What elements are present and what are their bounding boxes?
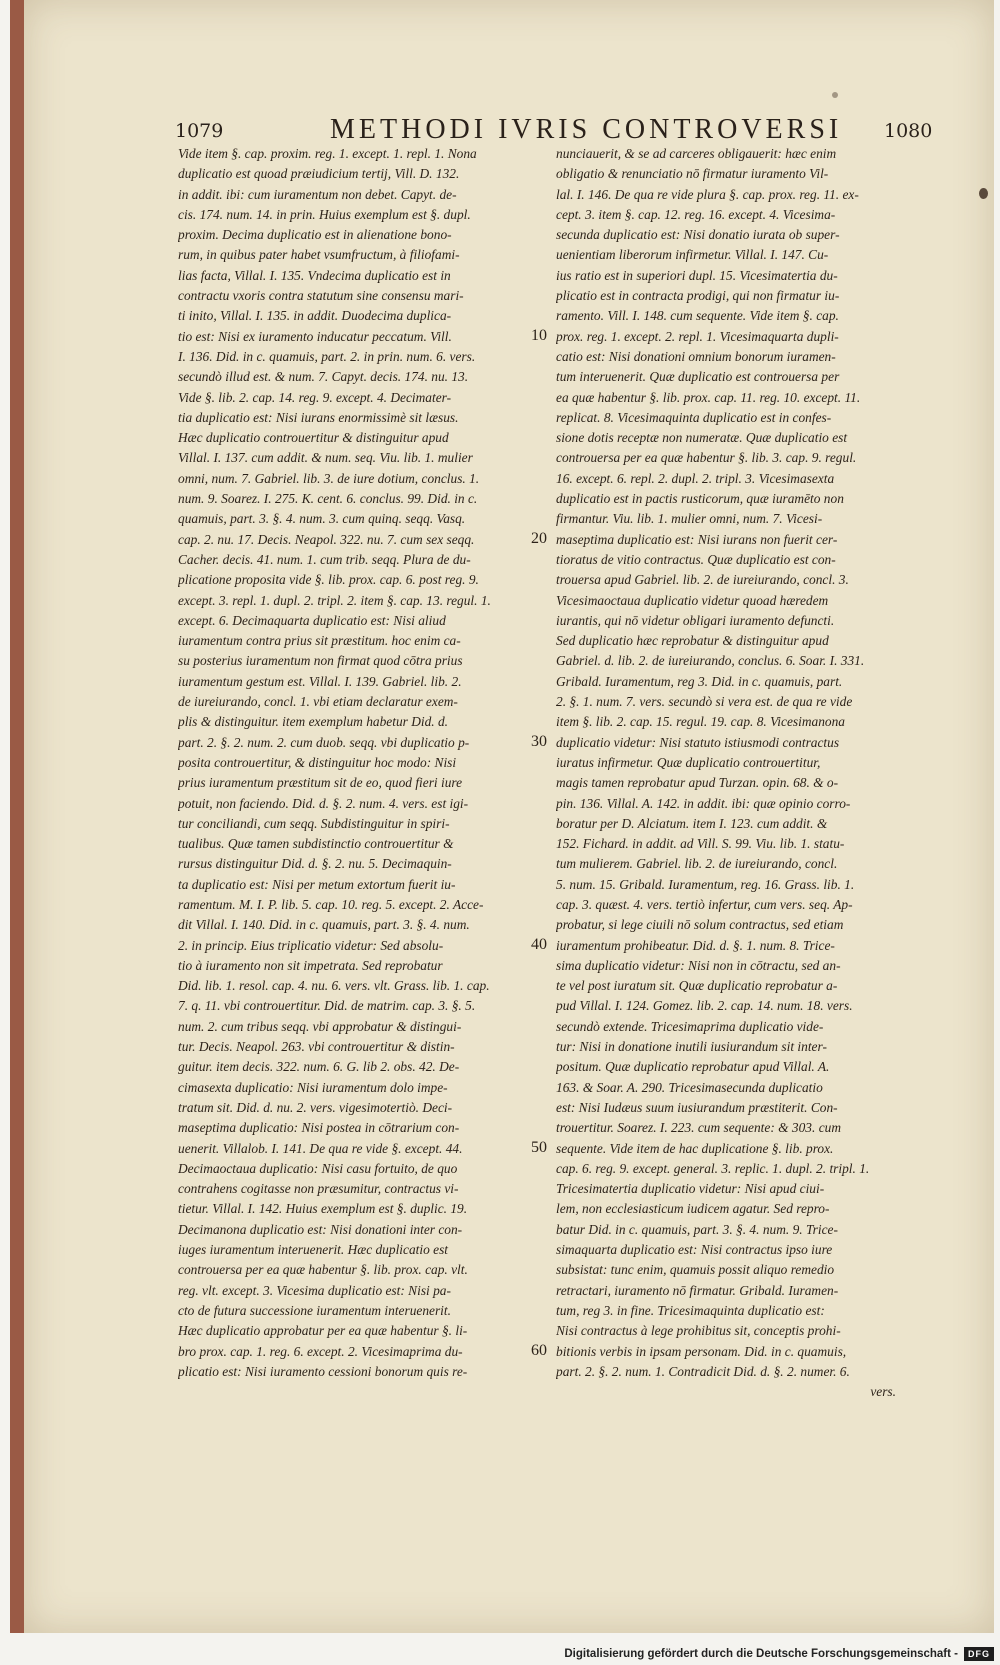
text-line: iuges iuramentum interuenerit. Hæc duplicatio est xyxy=(178,1242,449,1258)
text-line: batur Did. in c. quamuis, part. 3. §. 4. num. 9. Trice- xyxy=(556,1221,838,1237)
text-line: plicatio est in contracta prodigi, qui non firmatur iu- xyxy=(556,288,840,304)
text-line: cept. 3. item §. cap. 12. reg. 16. except. 4. Vicesima- xyxy=(556,206,836,222)
text-line: tia duplicatio est: Nisi iurans enormissimè sit læsus. xyxy=(178,409,459,425)
dfg-logo: DFG xyxy=(964,1647,994,1661)
text-line: est: Nisi Iudæus suum iusiurandum præstiterit. Con- xyxy=(556,1099,838,1115)
text-line: tur. Decis. Neapol. 263. vbi controuertitur & distin- xyxy=(178,1039,455,1055)
ink-spot xyxy=(832,92,838,98)
text-line: duplicatio est in pactis rusticorum, quæ iuramēto non xyxy=(556,491,844,507)
text-line: item §. lib. 2. cap. 15. regul. 19. cap. 8. Vicesimanona xyxy=(556,714,845,730)
text-line: firmantur. Viu. lib. 1. mulier omni, num. 7. Vicesi- xyxy=(556,511,823,527)
text-line: iurantis, qui nō videtur obligari iuramento defuncti. xyxy=(556,612,835,628)
digitization-footer xyxy=(564,1647,994,1661)
text-line: secunda duplicatio est: Nisi donatio iurata ob super- xyxy=(556,227,840,243)
text-line: tur: Nisi in donatione inutili iusiurandum sit inter- xyxy=(556,1039,827,1055)
digitization-credit: Digitalisierung gefördert durch die Deutsche Forschungsgemeinschaft - xyxy=(564,1648,958,1660)
text-line: uenientiam liberorum infirmetur. Villal. I. 147. Cu- xyxy=(556,247,829,263)
text-line: de iureiurando, concl. 1. vbi etiam declaratur exem- xyxy=(178,694,458,710)
text-line: guitur. item decis. 322. num. 6. G. lib 2. obs. 42. De- xyxy=(178,1059,460,1075)
text-line: duplicatio est quoad præiudicium tertij, Vill. D. 132. xyxy=(178,166,460,182)
text-line: ea quæ habentur §. lib. prox. cap. 11. reg. 10. except. 11. xyxy=(556,389,861,405)
text-line: Did. lib. 1. resol. cap. 4. nu. 6. vers. vlt. Grass. lib. 1. cap. xyxy=(178,978,490,994)
text-line: proxim. Decima duplicatio est in alienatione bono- xyxy=(178,227,452,243)
line-number: 60 xyxy=(531,1341,547,1359)
text-line: num. 9. Soarez. I. 275. K. cent. 6. conclus. 99. Did. in c. xyxy=(178,491,478,507)
line-number: 50 xyxy=(531,1138,547,1156)
text-line: except. 6. Decimaquarta duplicatio est: Nisi aliud xyxy=(178,612,446,628)
text-line: Vicesimaoctaua duplicatio videtur quoad hæredem xyxy=(556,592,829,608)
text-line: tio à iuramento non sit impetrata. Sed reprobatur xyxy=(178,957,443,973)
text-line: subsistat: tunc enim, quamuis possit aliquo remedio xyxy=(556,1262,835,1278)
text-line: in addit. ibi: cum iuramentum non debet. Capyt. de- xyxy=(178,186,457,202)
text-line: Cacher. decis. 41. num. 1. cum trib. seqq. Plura de du- xyxy=(178,551,471,567)
text-line: pin. 136. Villal. A. 142. in addit. ibi: quæ opinio corro- xyxy=(556,795,851,811)
text-line: prox. reg. 1. except. 2. repl. 1. Vicesimaquarta dupli- xyxy=(556,328,839,344)
text-line: replicat. 8. Vicesimaquinta duplicatio est in confes- xyxy=(556,409,832,425)
text-line: 2. §. 1. num. 7. vers. secundò si vera est. de qua re vide xyxy=(556,694,853,710)
text-line: omni, num. 7. Gabriel. lib. 3. de iure dotium, conclus. 1. xyxy=(178,470,480,486)
ink-spot xyxy=(979,188,988,199)
text-line: pud Villal. I. 124. Gomez. lib. 2. cap. 14. num. 18. vers. xyxy=(556,998,853,1014)
text-line: rursus distinguitur Did. d. §. 2. nu. 5. Decimaquin- xyxy=(178,856,452,872)
text-line: quamuis, part. 3. §. 4. num. 3. cum quinq. seqq. Vasq. xyxy=(178,511,466,527)
text-line: posita controuertitur, & distinguitur hoc modo: Nisi xyxy=(178,754,457,770)
text-line: except. 3. repl. 1. dupl. 2. tripl. 2. item §. cap. 13. regul. 1. xyxy=(178,592,491,608)
text-line: part. 2. §. 2. num. 1. Contradicit Did. d. §. 2. numer. 6. xyxy=(556,1363,850,1379)
text-line: Hæc duplicatio controuertitur & distinguitur apud xyxy=(178,430,449,446)
text-line: boratur per D. Alciatum. item I. 123. cum addit. & xyxy=(556,815,828,831)
text-line: 163. & Soar. A. 290. Tricesimasecunda duplicatio xyxy=(556,1079,823,1095)
text-line: ius ratio est in superiori dupl. 15. Vicesimatertia du- xyxy=(556,267,838,283)
text-line: cap. 6. reg. 9. except. general. 3. replic. 1. dupl. 2. tripl. 1. xyxy=(556,1160,870,1176)
text-line: secundò extende. Tricesimaprima duplicatio vide- xyxy=(556,1018,824,1034)
text-line: Tricesimatertia duplicatio videtur: Nisi apud ciui- xyxy=(556,1181,825,1197)
text-line: Decimanona duplicatio est: Nisi donationi inter con- xyxy=(178,1221,463,1237)
text-line: trouersa apud Gabriel. lib. 2. de iureiurando, concl. 3. xyxy=(556,572,849,588)
text-line: sione dotis receptæ non numeratæ. Quæ duplicatio est xyxy=(556,430,848,446)
text-line: plis & distinguitur. item exemplum habetur Did. d. xyxy=(178,714,449,730)
text-line: maseptima duplicatio est: Nisi iurans non fuerit cer- xyxy=(556,531,838,547)
text-line: vers. xyxy=(870,1384,896,1400)
text-line: plicatione proposita vide §. lib. prox. cap. 6. post reg. 9. xyxy=(178,572,479,588)
text-line: lal. I. 146. De qua re vide plura §. cap. prox. reg. 11. ex- xyxy=(556,186,859,202)
text-line: cto de futura successione iuramentum interuenerit. xyxy=(178,1302,451,1318)
text-line: Vide item §. cap. proxim. reg. 1. except. 1. repl. 1. Nona xyxy=(178,146,477,161)
text-line: contrahens cogitasse non præsumitur, contractus vi- xyxy=(178,1181,459,1197)
text-line: 5. num. 15. Gribald. Iuramentum, reg. 16. Grass. lib. 1. xyxy=(556,876,855,892)
text-line: controuersa per ea quæ habentur §. lib. 3. cap. 9. regul. xyxy=(556,450,857,466)
text-line: rum, in quibus pater habet vsumfructum, à filiofami- xyxy=(178,247,460,263)
text-line: controuersa per ea quæ habentur §. lib. prox. cap. vlt. xyxy=(178,1262,468,1278)
text-line: tum, reg 3. in fine. Tricesimaquinta duplicatio est: xyxy=(556,1302,825,1318)
right-text-column xyxy=(556,144,896,1402)
text-line: positum. Quæ duplicatio reprobatur apud Villal. A. xyxy=(556,1059,830,1075)
text-line: Vide §. lib. 2. cap. 14. reg. 9. except. 4. Decimater- xyxy=(178,389,452,405)
text-line: tietur. Villal. I. 142. Huius exemplum est §. duplic. 19. xyxy=(178,1201,468,1217)
text-line: nunciauerit, & se ad carceres obligauerit: hæc enim xyxy=(556,146,837,161)
text-line: tioratus de vitio contractus. Quæ duplicatio est con- xyxy=(556,551,836,567)
line-number: 30 xyxy=(531,732,547,750)
text-line: ta duplicatio est: Nisi per metum extortum fuerit iu- xyxy=(178,876,456,892)
text-line: sequente. Vide item de hac duplicatione §. lib. prox. xyxy=(556,1140,834,1156)
text-line: potuit, non faciendo. Did. d. §. 2. num. 4. vers. est igi- xyxy=(178,795,469,811)
text-line: iuramentum prohibeatur. Did. d. §. 1. num. 8. Trice- xyxy=(556,937,835,953)
text-line: iuramentum gestum est. Villal. I. 139. Gabriel. lib. 2. xyxy=(178,673,462,689)
text-line: simaquarta duplicatio est: Nisi contractus ipso iure xyxy=(556,1242,833,1258)
text-line: Villal. I. 137. cum addit. & num. seq. Viu. lib. 1. mulier xyxy=(178,450,473,466)
text-line: obligatio & renunciatio nō firmatur iuramento Vil- xyxy=(556,166,829,182)
text-line: Decimaoctaua duplicatio: Nisi casu fortuito, de quo xyxy=(178,1160,458,1176)
text-line: magis tamen reprobatur apud Turzan. opin. 68. & o- xyxy=(556,775,839,791)
text-line: su posterius iuramentum non firmat quod cōtra prius xyxy=(178,653,463,669)
text-line: 152. Fichard. in addit. ad Vill. S. 99. Viu. lib. 1. statu- xyxy=(556,836,845,852)
text-line: secundò illud est. & num. 7. Capyt. decis. 174. nu. 13. xyxy=(178,369,469,385)
text-line: Nisi contractus à lege prohibitus sit, conceptis prohi- xyxy=(556,1323,841,1339)
line-number: 10 xyxy=(531,326,547,344)
text-line: part. 2. §. 2. num. 2. cum duob. seqq. vbi duplicatio p- xyxy=(178,734,470,750)
text-line: ti inito, Villal. I. 135. in addit. Duodecima duplica- xyxy=(178,308,452,324)
text-line: bro prox. cap. 1. reg. 6. except. 2. Vicesimaprima du- xyxy=(178,1343,463,1359)
text-line: sima duplicatio videtur: Nisi non in cōtractu, sed an- xyxy=(556,957,841,973)
text-line: Gribald. Iuramentum, reg 3. Did. in c. quamuis, part. xyxy=(556,673,843,689)
running-title: METHODI IVRIS CONTROVERSI xyxy=(330,114,843,145)
text-line: ramentum. M. I. P. lib. 5. cap. 10. reg. 5. except. 2. Acce- xyxy=(178,896,484,912)
text-line: num. 2. cum tribus seqq. vbi approbatur & distingui- xyxy=(178,1018,462,1034)
line-number: 20 xyxy=(531,529,547,547)
text-line: catio est: Nisi donationi omnium bonorum iuramen- xyxy=(556,348,836,364)
text-line: tio est: Nisi ex iuramento inducatur peccatum. Vill. xyxy=(178,328,452,344)
text-line: maseptima duplicatio: Nisi postea in cōtrarium con- xyxy=(178,1120,460,1136)
text-line: bitionis verbis in ipsam personam. Did. in c. quamuis, xyxy=(556,1343,847,1359)
text-line: prius iuramentum præstitum sit de eo, quod fieri iure xyxy=(178,775,463,791)
text-line: iuratus infirmetur. Quæ duplicatio controuertitur, xyxy=(556,754,821,770)
text-line: 16. except. 6. repl. 2. dupl. 2. tripl. 3. Vicesimasexta xyxy=(556,470,835,486)
text-line: tratum sit. Did. d. nu. 2. vers. vigesimotertiò. Deci- xyxy=(178,1099,453,1115)
text-line: te vel post iuratum sit. Quæ duplicatio reprobatur a- xyxy=(556,978,838,994)
text-line: iuramentum contra prius sit præstitum. hoc enim ca- xyxy=(178,633,461,649)
text-line: trouertitur. Soarez. I. 223. cum sequente: & 303. cum xyxy=(556,1120,842,1136)
text-line: dit Villal. I. 140. Did. in c. quamuis, part. 3. §. 4. num. xyxy=(178,917,470,933)
text-line: duplicatio videtur: Nisi statuto istiusmodi contractus xyxy=(556,734,840,750)
text-line: tum interuenerit. Quæ duplicatio est controuersa per xyxy=(556,369,840,385)
line-number: 40 xyxy=(531,935,547,953)
text-line: I. 136. Did. in c. quamuis, part. 2. in prin. num. 6. vers. xyxy=(178,348,476,364)
text-line: Hæc duplicatio approbatur per ea quæ habentur §. li- xyxy=(178,1323,468,1339)
text-line: ramento. Vill. I. 148. cum sequente. Vide item §. cap. xyxy=(556,308,839,324)
text-line: tum mulierem. Gabriel. lib. 2. de iureiurando, concl. xyxy=(556,856,838,872)
text-line: cap. 2. nu. 17. Decis. Neapol. 322. nu. 7. cum sex seqq. xyxy=(178,531,475,547)
text-line: Gabriel. d. lib. 2. de iureiurando, conclus. 6. Soar. I. 331. xyxy=(556,653,865,669)
text-line: lem, non ecclesiasticum iudicem agatur. Sed repro- xyxy=(556,1201,830,1217)
text-line: uenerit. Villalob. I. 141. De qua re vide §. except. 44. xyxy=(178,1140,463,1156)
page-number-right: 1080 xyxy=(884,120,933,142)
text-line: 2. in princip. Eius triplicatio videtur: Sed absolu- xyxy=(178,937,444,953)
page-number-left: 1079 xyxy=(175,120,224,142)
text-line: lias facta, Villal. I. 135. Vndecima duplicatio est in xyxy=(178,267,451,283)
text-line: tualibus. Quæ tamen subdistinctio controuertitur & xyxy=(178,836,454,852)
text-line: cimasexta duplicatio: Nisi iuramentum dolo impe- xyxy=(178,1079,448,1095)
text-line: plicatio est: Nisi iuramento cessioni bonorum quis re- xyxy=(178,1363,468,1379)
text-line: Sed duplicatio hæc reprobatur & distinguitur apud xyxy=(556,633,829,649)
text-line: probatur, si lege ciuili nō solum contractus, sed etiam xyxy=(556,917,844,933)
text-line: cis. 174. num. 14. in prin. Huius exemplum est §. dupl. xyxy=(178,206,471,222)
left-text-column xyxy=(178,144,518,1382)
text-line: reg. vlt. except. 3. Vicesima duplicatio est: Nisi pa- xyxy=(178,1282,451,1298)
text-line: tur conciliandi, cum seqq. Subdistinguitur in spiri- xyxy=(178,815,450,831)
text-line: contractu vxoris contra statutum sine consensu mari- xyxy=(178,288,464,304)
text-line: 7. q. 11. vbi controuertitur. Did. de matrim. cap. 3. §. 5. xyxy=(178,998,476,1014)
text-line: retractari, iuramento nō firmatur. Gribald. Iuramen- xyxy=(556,1282,839,1298)
text-line: cap. 3. quæst. 4. vers. tertiò infertur, cum vers. seq. Ap- xyxy=(556,896,853,912)
